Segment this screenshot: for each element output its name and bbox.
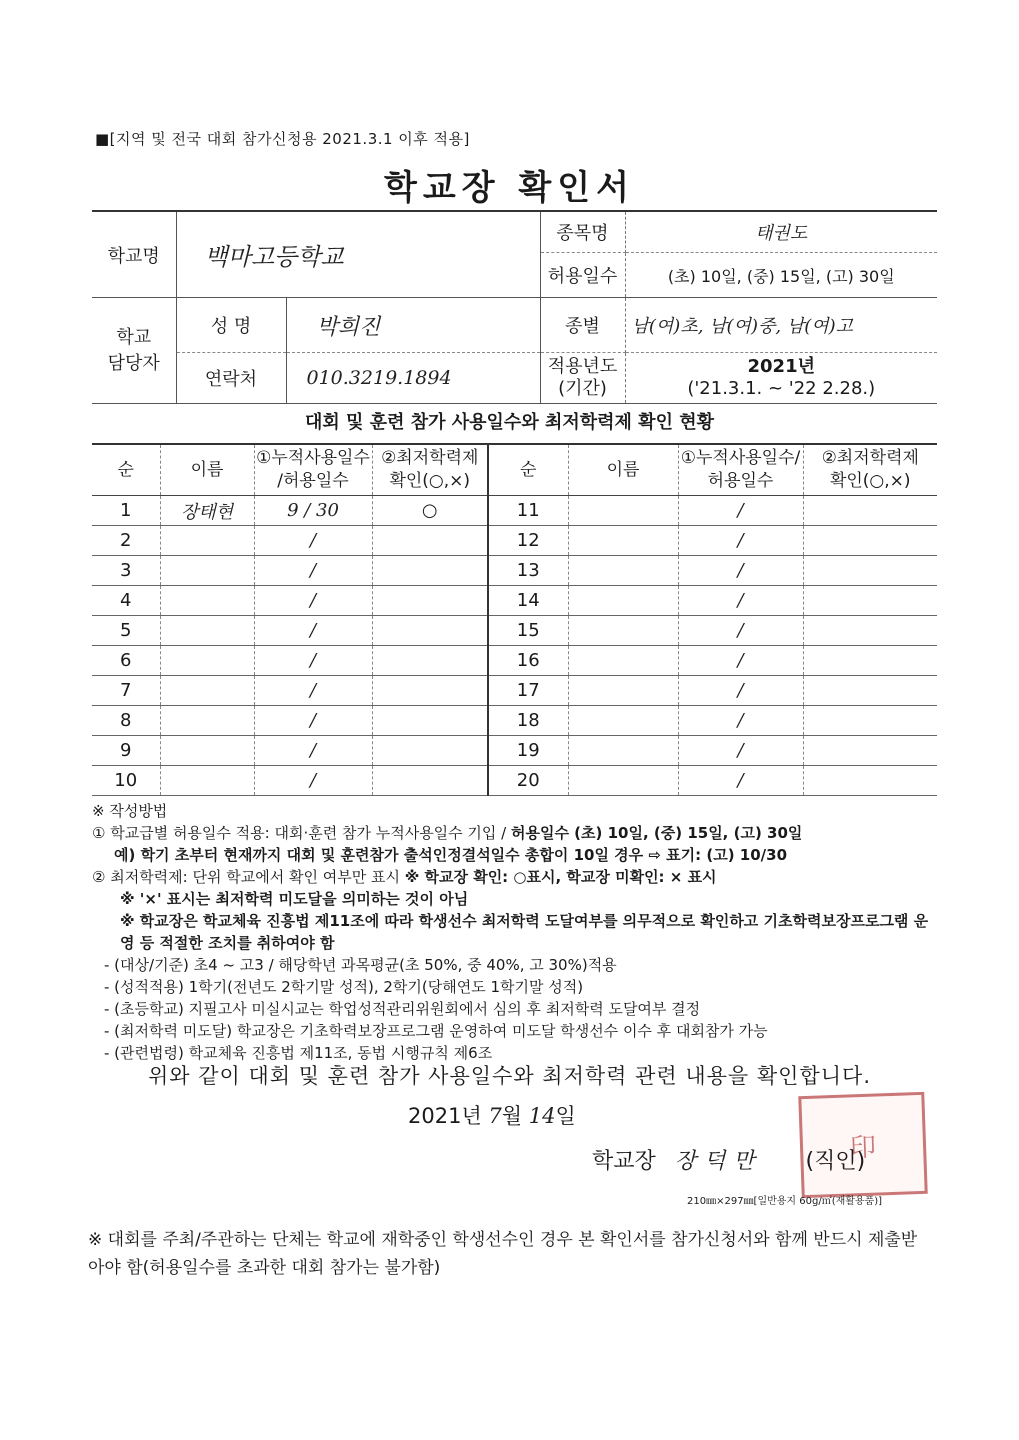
row-name: [160, 586, 254, 616]
official-seal-stamp: 印: [798, 1092, 927, 1198]
table-row: [92, 676, 937, 706]
col-name: 이름: [160, 444, 254, 496]
date-month-label: 월: [501, 1104, 523, 1128]
sport-label: 종목명: [540, 211, 625, 253]
detail-3: - (초등학교) 지필고사 미실시교는 학업성적관리위원회에서 심의 후 최저학력 도달여부 결정: [104, 1000, 701, 1018]
date-day: 14: [528, 1104, 556, 1128]
row-days-2: /: [678, 646, 803, 676]
table-row: [92, 526, 937, 556]
col-no-2: 순: [488, 444, 568, 496]
row-no: 4: [92, 586, 160, 616]
row-no-2: 17: [488, 676, 568, 706]
table-row: [92, 736, 937, 766]
row-no-2: 12: [488, 526, 568, 556]
contact-label: 연락처: [176, 353, 286, 404]
row-name-2: [568, 646, 678, 676]
participation-table: [92, 443, 937, 796]
row-name: [160, 646, 254, 676]
row-days-2: /: [678, 616, 803, 646]
row-days: /: [254, 646, 372, 676]
row-no: 10: [92, 766, 160, 796]
issue-date: [408, 1100, 576, 1130]
principal-name: 장덕만: [674, 1149, 763, 1174]
row-no: 7: [92, 676, 160, 706]
col-days2-line1: ①누적사용일수/: [680, 448, 801, 468]
row-check: [372, 586, 488, 616]
confirm-text: 위와 같이 대회 및 훈련 참가 사용일수와 최저학력 관련 내용을 확인합니다.: [147, 1064, 871, 1088]
row-days-2: /: [678, 526, 803, 556]
row-name-2: [568, 556, 678, 586]
table-row: [92, 496, 937, 526]
row-days-2: /: [678, 676, 803, 706]
row-no-2: 11: [488, 496, 568, 526]
col-academic-line2: 확인(○,×): [389, 471, 471, 491]
header-note: ■[지역 및 전국 대회 참가신청용 2021.3.1 이후 적용]: [95, 130, 470, 148]
row-check-2: [803, 676, 937, 706]
row-no: 1: [92, 496, 160, 526]
row-check: ○: [372, 496, 488, 526]
notes-heading: ※ 작성방법: [92, 802, 168, 820]
table-row: [92, 646, 937, 676]
col-days-line1: ①누적사용일수: [256, 448, 370, 468]
row-name: 장태현: [160, 496, 254, 526]
row-no-2: 20: [488, 766, 568, 796]
row-name-2: [568, 496, 678, 526]
row-no: 5: [92, 616, 160, 646]
detail-2: - (성적적용) 1학기(전년도 2학기말 성적), 2학기(당해연도 1학기말 성적): [104, 978, 584, 996]
principal-label: 학교장: [592, 1149, 656, 1174]
row-check-2: [803, 646, 937, 676]
row-name-2: [568, 586, 678, 616]
row-name: [160, 676, 254, 706]
school-label: 학교명: [92, 211, 176, 298]
note-1b: 허용일수 (초) 10일, (중) 15일, (고) 30일: [511, 824, 803, 842]
row-name-2: [568, 526, 678, 556]
row-check: [372, 556, 488, 586]
year-value: 2021년: [747, 356, 815, 377]
col-academic-line1: ②최저학력제: [381, 448, 479, 468]
row-days-2: /: [678, 496, 803, 526]
row-days: /: [254, 556, 372, 586]
page-title: 학교장 확인서: [384, 168, 635, 208]
row-days-2: /: [678, 586, 803, 616]
row-no-2: 18: [488, 706, 568, 736]
row-no-2: 14: [488, 586, 568, 616]
table-row: [92, 556, 937, 586]
row-name: [160, 736, 254, 766]
row-no: 8: [92, 706, 160, 736]
col-academic2-line1: ②최저학력제: [821, 448, 919, 468]
contact-value: 010.3219.1894: [286, 353, 540, 404]
row-days: /: [254, 766, 372, 796]
person-label: 학교 담당자: [92, 298, 176, 404]
col-days2-line2: 허용일수: [707, 471, 774, 491]
row-days-2: /: [678, 766, 803, 796]
row-no: 3: [92, 556, 160, 586]
note-2b: ※ 학교장 확인: ○표시, 학교장 미확인: × 표시: [404, 868, 717, 886]
detail-5: - (관련법령) 학교체육 진흥법 제11조, 동법 시행규칙 제6조: [104, 1044, 493, 1062]
table-row: [92, 586, 937, 616]
date-year: 2021년: [408, 1104, 482, 1128]
row-check: [372, 706, 488, 736]
note-4: ※ 학교장은 학교체육 진흥법 제11조에 따라 학생선수 최저학력 도달여부를 의무적으로 확인하고 기초학력보장프로그램 운영 등 적절한 조치를 취하여야 함: [120, 912, 929, 952]
note-3: ※ '×' 표시는 최저학력 미도달을 의미하는 것이 아님: [120, 890, 469, 908]
detail-4: - (최저학력 미도달) 학교장은 기초학력보장프로그램 운영하여 미도달 학생선수 이수 후 대회참가 가능: [104, 1022, 768, 1040]
col-name-2: 이름: [568, 444, 678, 496]
row-no-2: 19: [488, 736, 568, 766]
row-name-2: [568, 706, 678, 736]
paper-spec: 210㎜×297㎜[일반용지 60g/㎡(재활용품)]: [687, 1196, 883, 1207]
col-academic-2: [803, 444, 937, 496]
table-title: 대회 및 훈련 참가 사용일수와 최저학력제 확인 현황: [304, 412, 714, 433]
row-check: [372, 646, 488, 676]
date-day-label: 일: [555, 1104, 576, 1128]
period-label: (기간): [558, 378, 607, 399]
row-name: [160, 706, 254, 736]
row-days: /: [254, 616, 372, 646]
row-check-2: [803, 616, 937, 646]
school-value: 백마고등학교: [176, 211, 540, 298]
col-days: [254, 444, 372, 496]
name-label: 성 명: [176, 298, 286, 353]
col-days-2: [678, 444, 803, 496]
row-check-2: [803, 766, 937, 796]
row-days: /: [254, 706, 372, 736]
row-days-2: /: [678, 556, 803, 586]
date-month: 7: [488, 1104, 502, 1128]
period-value: ('21.3.1. ~ '22 2.28.): [687, 378, 876, 399]
table-row: [92, 616, 937, 646]
row-no-2: 16: [488, 646, 568, 676]
row-days: /: [254, 526, 372, 556]
row-no-2: 13: [488, 556, 568, 586]
row-days-2: /: [678, 736, 803, 766]
row-check: [372, 766, 488, 796]
row-check: [372, 526, 488, 556]
row-name: [160, 766, 254, 796]
row-name: [160, 526, 254, 556]
row-no-2: 15: [488, 616, 568, 646]
col-no: 순: [92, 444, 160, 496]
allowed-label: 허용일수: [540, 253, 625, 298]
row-name: [160, 556, 254, 586]
col-days-line2: /허용일수: [277, 471, 349, 491]
instructions: [92, 800, 942, 1064]
row-check: [372, 736, 488, 766]
row-no: 9: [92, 736, 160, 766]
row-name-2: [568, 736, 678, 766]
info-table: [92, 210, 937, 404]
row-check-2: [803, 736, 937, 766]
sport-value: 태권도: [625, 211, 937, 253]
detail-1: - (대상/기준) 초4 ~ 고3 / 해당학년 과목평균(초 50%, 중 40%, 고 30%)적용: [104, 956, 617, 974]
row-check: [372, 616, 488, 646]
row-check-2: [803, 586, 937, 616]
category-label: 종별: [540, 298, 625, 353]
note-1c: 예) 학기 초부터 현재까지 대회 및 훈련참가 출석인정결석일수 총합이 10일 경우 ⇨ 표기: (고) 10/30: [114, 846, 788, 864]
row-days: /: [254, 676, 372, 706]
row-check: [372, 676, 488, 706]
col-academic2-line2: 확인(○,×): [829, 471, 911, 491]
note-2a: ② 최저학력제: 단위 학교에서 확인 여부만 표시: [92, 868, 405, 886]
row-days: /: [254, 736, 372, 766]
row-days-2: /: [678, 706, 803, 736]
table-row: [92, 766, 937, 796]
allowed-value: (초) 10일, (중) 15일, (고) 30일: [625, 253, 937, 298]
row-days: 9 / 30: [254, 496, 372, 526]
row-check-2: [803, 496, 937, 526]
row-days: /: [254, 586, 372, 616]
row-check-2: [803, 556, 937, 586]
col-academic: [372, 444, 488, 496]
name-value: 박희진: [286, 298, 540, 353]
row-check-2: [803, 706, 937, 736]
row-name-2: [568, 676, 678, 706]
seal-label: (직인): [805, 1149, 866, 1174]
row-no: 6: [92, 646, 160, 676]
row-no: 2: [92, 526, 160, 556]
footer-note: ※ 대회를 주최/주관하는 단체는 학교에 재학중인 학생선수인 경우 본 확인서를 참가신청서와 함께 반드시 제출받아야 함(허용일수를 초과한 대회 참가는 불가함): [88, 1230, 918, 1278]
note-1a: ① 학교급별 허용일수 적용: 대회·훈련 참가 누적사용일수 기입 /: [92, 824, 511, 842]
row-name-2: [568, 766, 678, 796]
year-label: 적용년도: [547, 356, 618, 377]
row-name: [160, 616, 254, 646]
table-row: [92, 706, 937, 736]
row-name-2: [568, 616, 678, 646]
row-check-2: [803, 526, 937, 556]
category-value: 남(여)초, 남(여)중, 남(여)고: [625, 298, 937, 353]
principal-signature: [592, 1144, 865, 1175]
